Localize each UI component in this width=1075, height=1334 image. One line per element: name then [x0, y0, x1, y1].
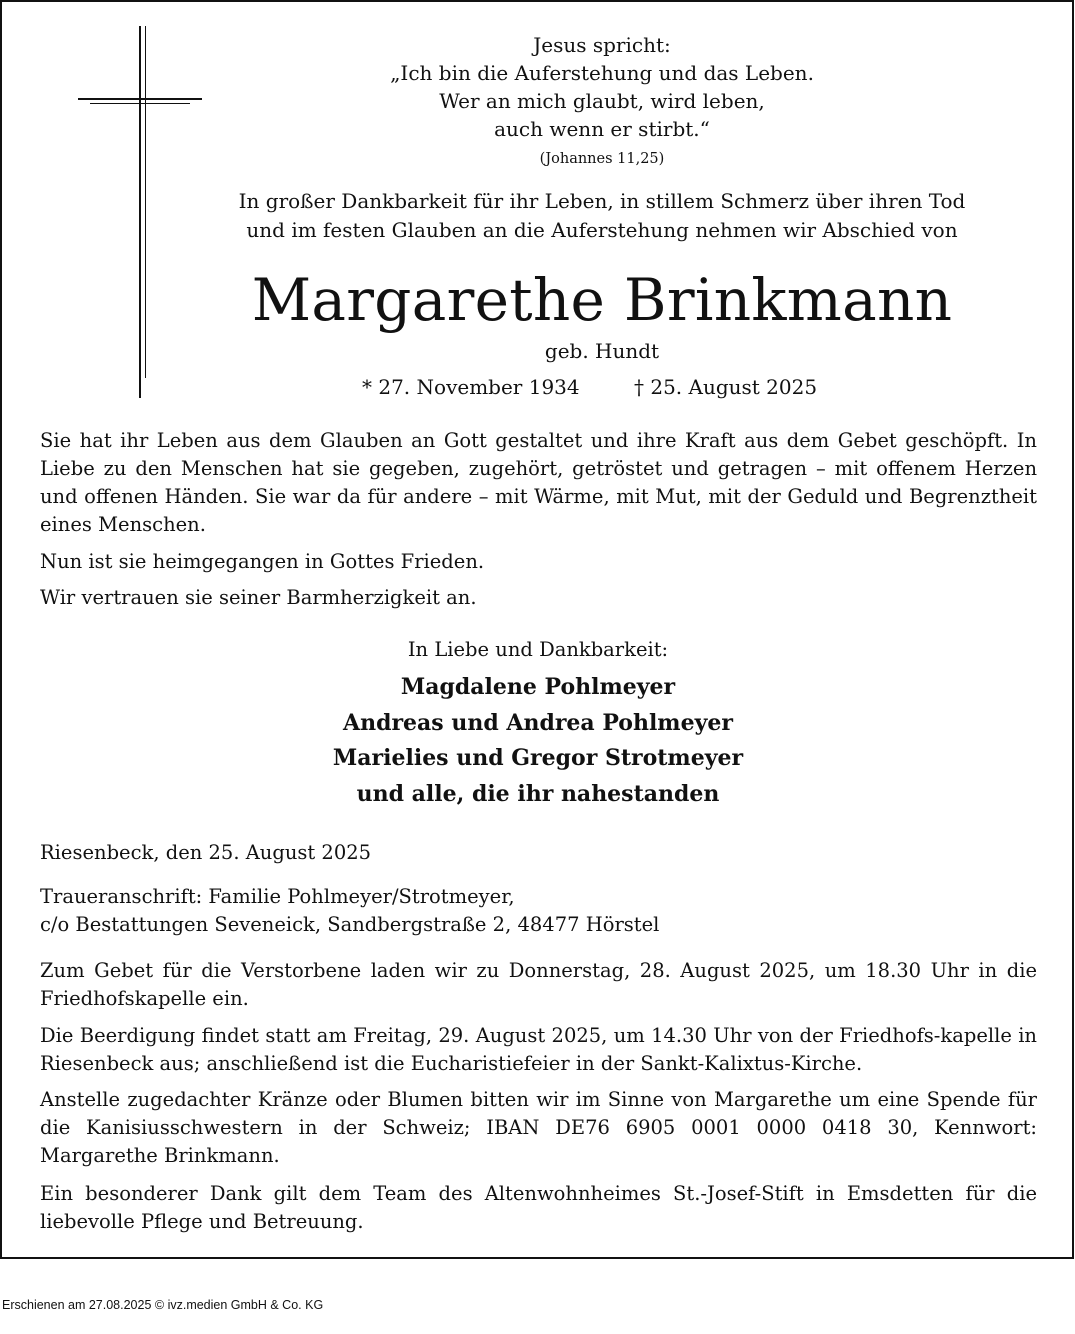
mourners-list — [138, 670, 938, 812]
address-line: c/o Bestattungen Seveneick, Sandbergstraße 2, 48477 Hörstel — [40, 913, 660, 936]
tribute-paragraph: Sie hat ihr Leben aus dem Glauben an Gott gestaltet und ihre Kraft aus dem Gebet geschöpft. In Liebe zu den Menschen hat sie gegeben, zugehört, getröstet und getragen – mit offenem Herzen und offenen Händen. Sie war da für andere – mit Wärme, mit Mut, mit der Geduld und Begrenztheit eines Menschen. — [40, 429, 1037, 536]
thanks-note: Ein besonderer Dank gilt dem Team des Altenwohnheimes St.-Josef-Stift in Emsdetten für die liebevolle Pflege und Betreuung. — [40, 1182, 1037, 1233]
prayer-announcement: Zum Gebet für die Verstorbene laden wir zu Donnerstag, 28. August 2025, um 18.30 Uhr in die Friedhofskapelle ein. — [40, 959, 1037, 1010]
quote-reference: (Johannes 11,25) — [539, 151, 665, 167]
quote-line: auch wenn er stirbt.“ — [494, 117, 710, 141]
mourning-address — [40, 883, 1037, 939]
mourners-intro: In Liebe und Dankbarkeit: — [407, 638, 669, 661]
donation-request: Anstelle zugedachter Kränze oder Blumen bitten wir im Sinne von Margarethe um eine Spende für die Kanisiusschwestern in der Schweiz; IBAN DE76 6905 0001 0000 0418 30, Kennwort: Margarethe Brinkmann. — [40, 1088, 1037, 1167]
tribute-line: Wir vertrauen sie seiner Barmherzigkeit an. — [40, 586, 477, 609]
funeral-announcement: Die Beerdigung findet statt am Freitag, 29. August 2025, um 14.30 Uhr von der Friedhofs-kapelle in Riesenbeck aus; anschließend ist die Eucharistiefeier in der Sankt-Kalixtus-Kirche. — [40, 1024, 1037, 1075]
tribute-line: Nun ist sie heimgegangen in Gottes Frieden. — [40, 550, 485, 573]
intro-text — [142, 187, 1062, 245]
quote-intro: Jesus spricht: — [533, 33, 671, 57]
life-dates — [362, 374, 922, 400]
death-date: † 25. August 2025 — [633, 375, 818, 399]
quote-line: Wer an mich glaubt, wird leben, — [439, 89, 765, 113]
mourner-name: und alle, die ihr nahestanden — [356, 780, 720, 807]
place-date: Riesenbeck, den 25. August 2025 — [40, 841, 372, 864]
mourner-name: Andreas und Andrea Pohlmeyer — [343, 709, 733, 736]
address-line: Traueranschrift: Familie Pohlmeyer/Strotmeyer, — [40, 885, 515, 908]
mourner-name: Magdalene Pohlmeyer — [400, 674, 676, 700]
birth-date: * 27. November 1934 — [362, 375, 580, 399]
bible-quote — [202, 31, 1002, 169]
intro-line: und im festen Glauben an die Auferstehung nehmen wir Abschied von — [246, 218, 958, 242]
mourner-name: Marielies und Gregor Strotmeyer — [332, 745, 744, 771]
intro-line: In großer Dankbarkeit für ihr Leben, in stillem Schmerz über ihren Tod — [238, 189, 966, 213]
birth-name: geb. Hundt — [544, 339, 660, 363]
quote-line: „Ich bin die Auferstehung und das Leben. — [390, 61, 814, 85]
publication-footer: Erschienen am 27.08.2025 © ivz.medien GmbH & Co. KG — [2, 1298, 324, 1312]
deceased-name: Margarethe Brinkmann — [251, 266, 953, 334]
